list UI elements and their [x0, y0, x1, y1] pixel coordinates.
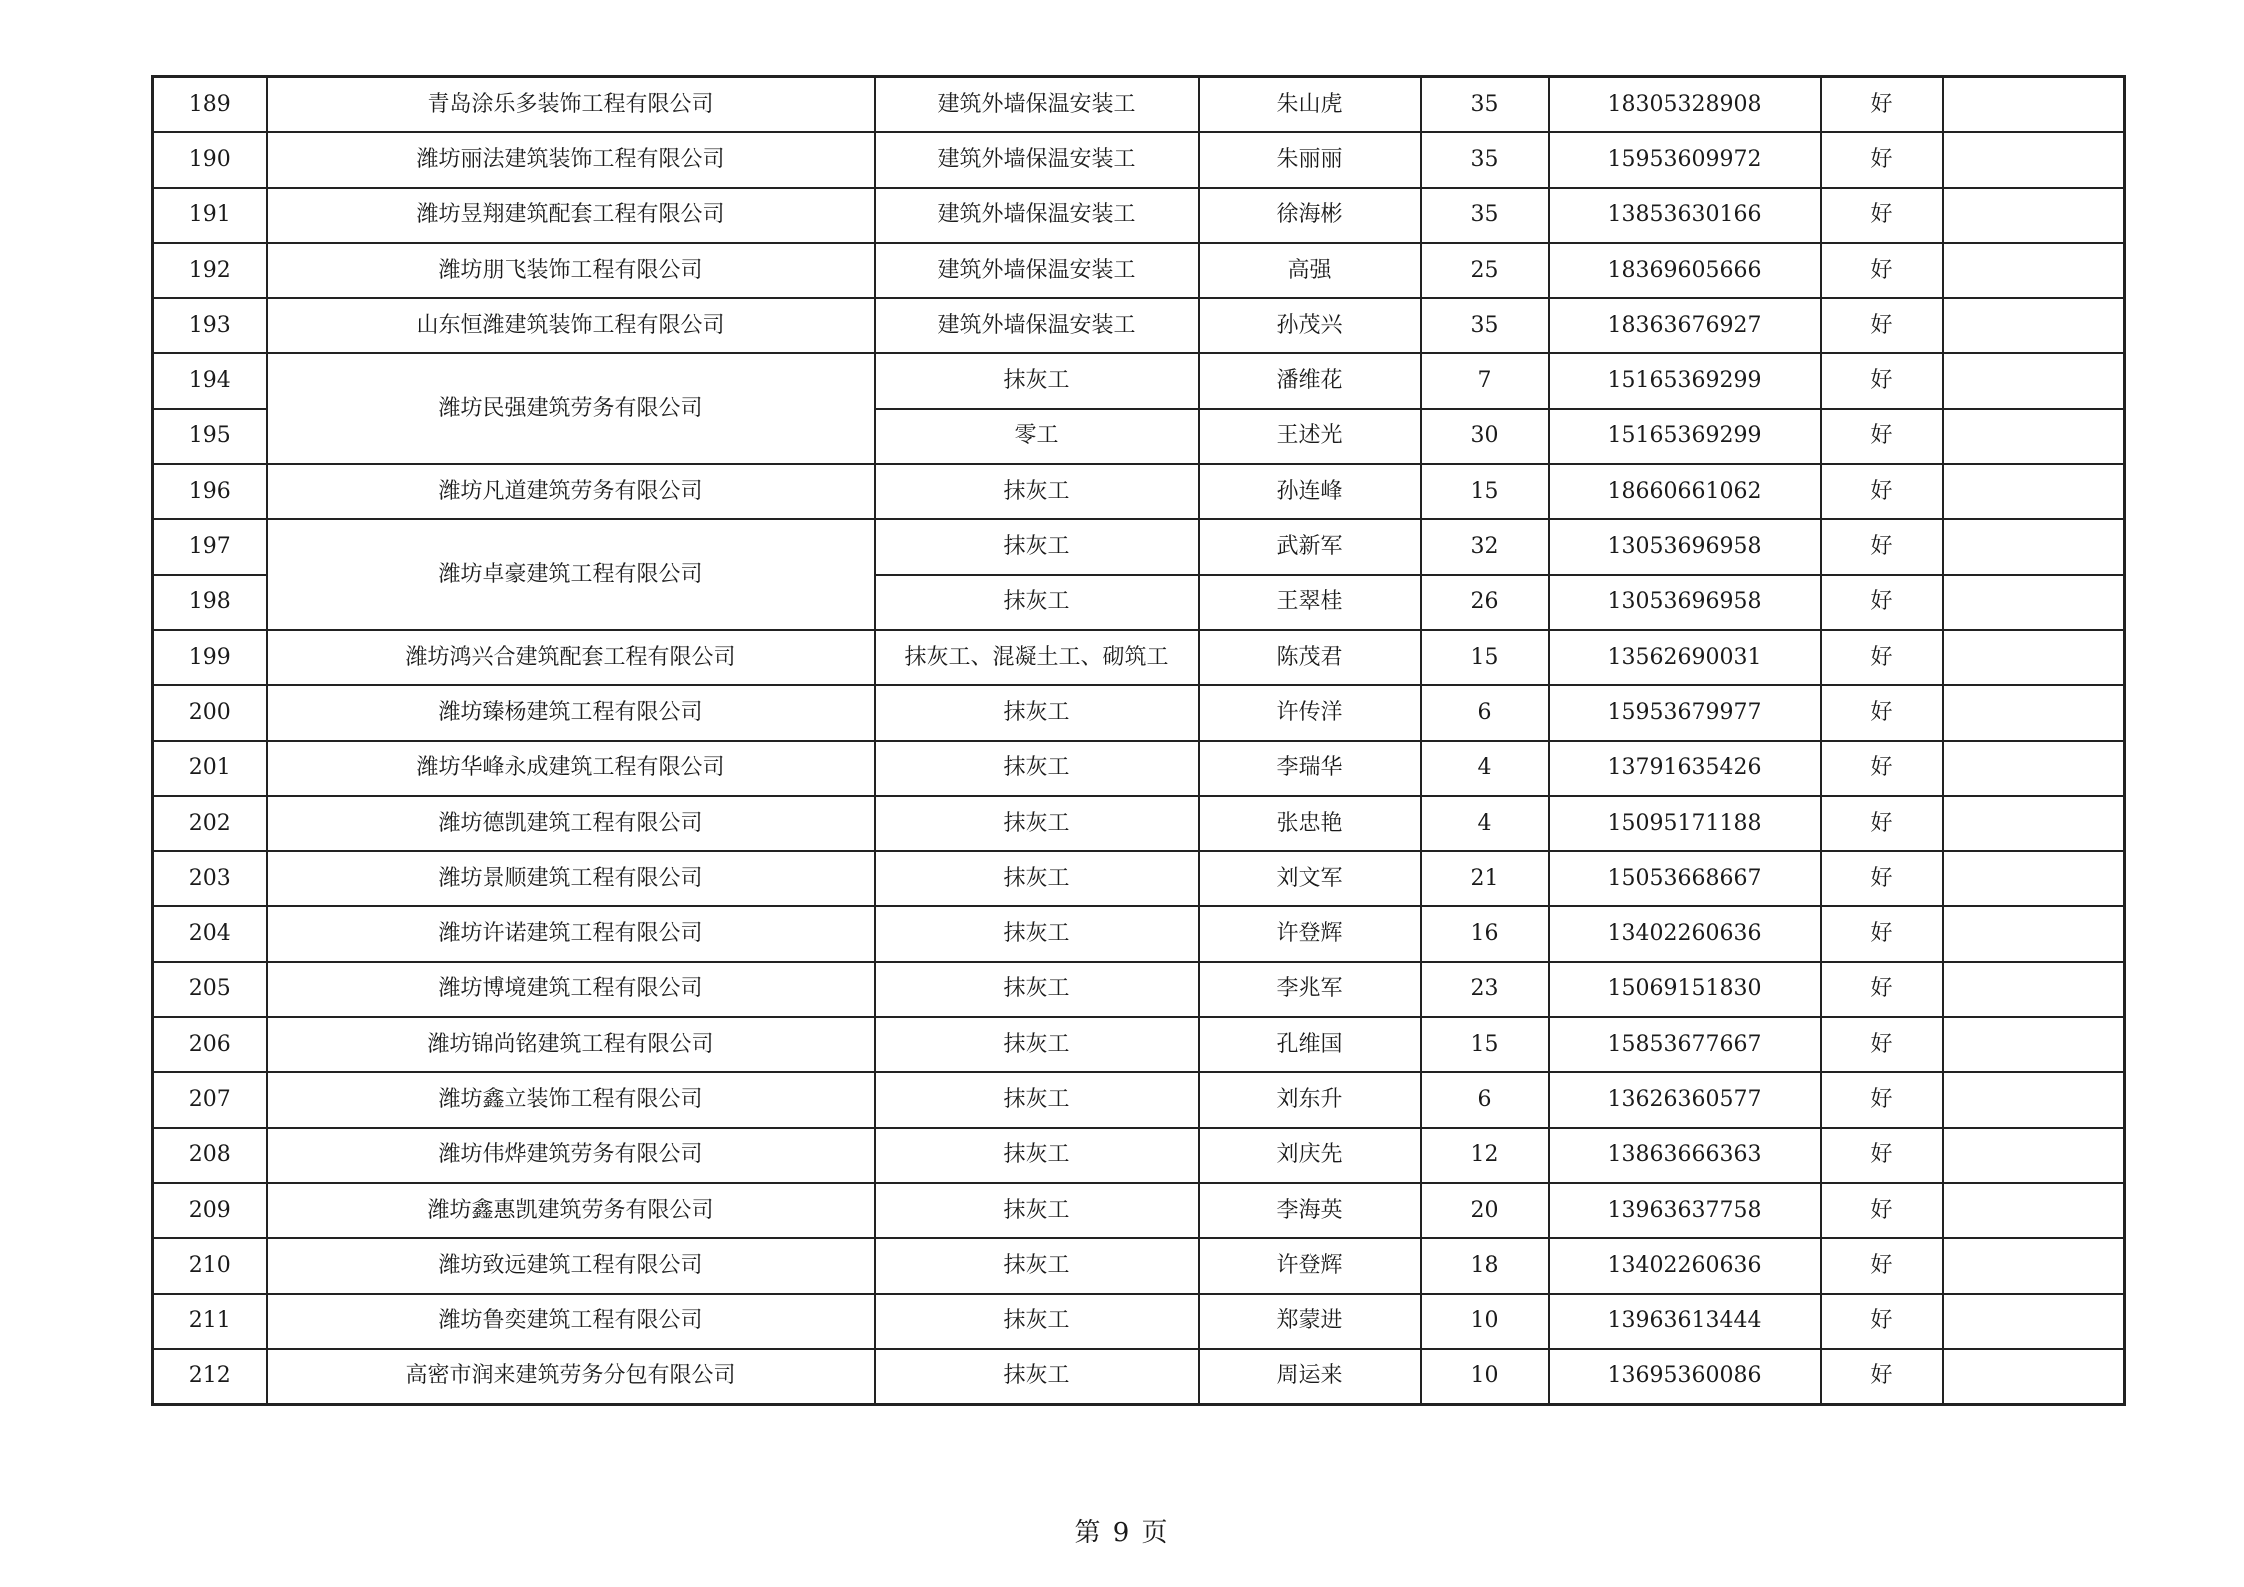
trade-type-cell: 抹灰工	[875, 906, 1199, 961]
table-row	[153, 1349, 2125, 1405]
rating-cell: 好	[1821, 851, 1943, 906]
company-name-cell: 潍坊昱翔建筑配套工程有限公司	[267, 188, 875, 243]
remark-cell	[1943, 962, 2125, 1017]
remark-cell	[1943, 906, 2125, 961]
table-row	[153, 1017, 2125, 1072]
table-row	[153, 298, 2125, 353]
worker-count-cell: 4	[1421, 796, 1549, 851]
contact-name-cell: 许登辉	[1199, 1238, 1421, 1293]
contact-name-cell: 郑蒙进	[1199, 1294, 1421, 1349]
trade-type-cell: 抹灰工	[875, 464, 1199, 519]
rating-cell: 好	[1821, 77, 1943, 133]
row-number-cell: 200	[153, 685, 267, 740]
row-number-cell: 192	[153, 243, 267, 298]
worker-count-cell: 15	[1421, 1017, 1549, 1072]
phone-number-cell: 13695360086	[1549, 1349, 1821, 1405]
rating-cell: 好	[1821, 1072, 1943, 1127]
rating-cell: 好	[1821, 132, 1943, 187]
company-name-cell: 山东恒潍建筑装饰工程有限公司	[267, 298, 875, 353]
trade-type-cell: 抹灰工	[875, 851, 1199, 906]
worker-count-cell: 35	[1421, 77, 1549, 133]
remark-cell	[1943, 353, 2125, 408]
trade-type-cell: 建筑外墙保温安装工	[875, 77, 1199, 133]
row-number-cell: 208	[153, 1128, 267, 1183]
row-number-cell: 203	[153, 851, 267, 906]
phone-number-cell: 15095171188	[1549, 796, 1821, 851]
rating-cell: 好	[1821, 519, 1943, 574]
table-row	[153, 741, 2125, 796]
row-number-cell: 211	[153, 1294, 267, 1349]
row-number-cell: 189	[153, 77, 267, 133]
table-row	[153, 851, 2125, 906]
row-number-cell: 191	[153, 188, 267, 243]
worker-count-cell: 32	[1421, 519, 1549, 574]
row-number-cell: 204	[153, 906, 267, 961]
remark-cell	[1943, 630, 2125, 685]
contact-name-cell: 李瑞华	[1199, 741, 1421, 796]
company-name-cell: 潍坊锦尚铭建筑工程有限公司	[267, 1017, 875, 1072]
company-name-cell: 潍坊景顺建筑工程有限公司	[267, 851, 875, 906]
company-name-cell: 潍坊凡道建筑劳务有限公司	[267, 464, 875, 519]
contact-name-cell: 王述光	[1199, 409, 1421, 464]
company-name-cell: 青岛涂乐多装饰工程有限公司	[267, 77, 875, 133]
worker-count-cell: 18	[1421, 1238, 1549, 1293]
rating-cell: 好	[1821, 1349, 1943, 1405]
phone-number-cell: 15165369299	[1549, 409, 1821, 464]
contact-name-cell: 孙茂兴	[1199, 298, 1421, 353]
contact-name-cell: 周运来	[1199, 1349, 1421, 1405]
remark-cell	[1943, 1017, 2125, 1072]
row-number-cell: 212	[153, 1349, 267, 1405]
remark-cell	[1943, 188, 2125, 243]
worker-count-cell: 21	[1421, 851, 1549, 906]
rating-cell: 好	[1821, 962, 1943, 1017]
roster-body	[153, 77, 2125, 1405]
remark-cell	[1943, 132, 2125, 187]
phone-number-cell: 13402260636	[1549, 1238, 1821, 1293]
trade-type-cell: 抹灰工	[875, 685, 1199, 740]
worker-count-cell: 26	[1421, 575, 1549, 630]
phone-number-cell: 13562690031	[1549, 630, 1821, 685]
phone-number-cell: 18363676927	[1549, 298, 1821, 353]
contact-name-cell: 许传洋	[1199, 685, 1421, 740]
rating-cell: 好	[1821, 796, 1943, 851]
remark-cell	[1943, 1072, 2125, 1127]
remark-cell	[1943, 1183, 2125, 1238]
rating-cell: 好	[1821, 409, 1943, 464]
company-name-cell: 潍坊丽法建筑装饰工程有限公司	[267, 132, 875, 187]
contact-name-cell: 许登辉	[1199, 906, 1421, 961]
worker-count-cell: 4	[1421, 741, 1549, 796]
phone-number-cell: 15853677667	[1549, 1017, 1821, 1072]
roster-table	[151, 75, 2126, 1406]
worker-count-cell: 10	[1421, 1349, 1549, 1405]
contact-name-cell: 朱丽丽	[1199, 132, 1421, 187]
rating-cell: 好	[1821, 575, 1943, 630]
worker-count-cell: 35	[1421, 132, 1549, 187]
remark-cell	[1943, 298, 2125, 353]
phone-number-cell: 13053696958	[1549, 575, 1821, 630]
trade-type-cell: 抹灰工	[875, 1238, 1199, 1293]
row-number-cell: 197	[153, 519, 267, 574]
company-name-cell: 潍坊鸿兴合建筑配套工程有限公司	[267, 630, 875, 685]
contact-name-cell: 徐海彬	[1199, 188, 1421, 243]
table-row	[153, 77, 2125, 133]
worker-count-cell: 20	[1421, 1183, 1549, 1238]
phone-number-cell: 15953609972	[1549, 132, 1821, 187]
rating-cell: 好	[1821, 298, 1943, 353]
remark-cell	[1943, 77, 2125, 133]
trade-type-cell: 零工	[875, 409, 1199, 464]
row-number-cell: 194	[153, 353, 267, 408]
row-number-cell: 196	[153, 464, 267, 519]
remark-cell	[1943, 796, 2125, 851]
table-row	[153, 796, 2125, 851]
worker-count-cell: 15	[1421, 464, 1549, 519]
table-row	[153, 519, 2125, 574]
contact-name-cell: 张忠艳	[1199, 796, 1421, 851]
row-number-cell: 190	[153, 132, 267, 187]
remark-cell	[1943, 851, 2125, 906]
phone-number-cell: 13963637758	[1549, 1183, 1821, 1238]
company-name-cell: 潍坊致远建筑工程有限公司	[267, 1238, 875, 1293]
company-name-cell: 潍坊博境建筑工程有限公司	[267, 962, 875, 1017]
rating-cell: 好	[1821, 464, 1943, 519]
trade-type-cell: 建筑外墙保温安装工	[875, 188, 1199, 243]
table-row	[153, 464, 2125, 519]
trade-type-cell: 抹灰工	[875, 1294, 1199, 1349]
table-row	[153, 685, 2125, 740]
page-footer	[0, 1512, 2244, 1549]
contact-name-cell: 刘东升	[1199, 1072, 1421, 1127]
phone-number-cell: 13963613444	[1549, 1294, 1821, 1349]
company-name-cell: 潍坊朋飞装饰工程有限公司	[267, 243, 875, 298]
worker-count-cell: 16	[1421, 906, 1549, 961]
footer-suffix: 页	[1141, 1518, 1170, 1548]
table-row	[153, 906, 2125, 961]
table-row	[153, 1294, 2125, 1349]
remark-cell	[1943, 685, 2125, 740]
trade-type-cell: 抹灰工	[875, 1072, 1199, 1127]
trade-type-cell: 建筑外墙保温安装工	[875, 132, 1199, 187]
table-row	[153, 1238, 2125, 1293]
trade-type-cell: 抹灰工	[875, 353, 1199, 408]
row-number-cell: 207	[153, 1072, 267, 1127]
trade-type-cell: 抹灰工	[875, 796, 1199, 851]
trade-type-cell: 建筑外墙保温安装工	[875, 243, 1199, 298]
company-name-cell: 潍坊鑫惠凯建筑劳务有限公司	[267, 1183, 875, 1238]
company-name-cell: 潍坊卓豪建筑工程有限公司	[267, 519, 875, 630]
worker-count-cell: 23	[1421, 962, 1549, 1017]
phone-number-cell: 13626360577	[1549, 1072, 1821, 1127]
phone-number-cell: 15053668667	[1549, 851, 1821, 906]
rating-cell: 好	[1821, 1017, 1943, 1072]
rating-cell: 好	[1821, 1128, 1943, 1183]
remark-cell	[1943, 1128, 2125, 1183]
phone-number-cell: 15953679977	[1549, 685, 1821, 740]
trade-type-cell: 抹灰工	[875, 519, 1199, 574]
phone-number-cell: 13402260636	[1549, 906, 1821, 961]
remark-cell	[1943, 519, 2125, 574]
worker-count-cell: 25	[1421, 243, 1549, 298]
contact-name-cell: 朱山虎	[1199, 77, 1421, 133]
table-row	[153, 132, 2125, 187]
worker-count-cell: 6	[1421, 685, 1549, 740]
page-number: 9	[1112, 1518, 1132, 1548]
company-name-cell: 潍坊伟烨建筑劳务有限公司	[267, 1128, 875, 1183]
table-row	[153, 1183, 2125, 1238]
remark-cell	[1943, 464, 2125, 519]
table-row	[153, 188, 2125, 243]
phone-number-cell: 15069151830	[1549, 962, 1821, 1017]
row-number-cell: 198	[153, 575, 267, 630]
remark-cell	[1943, 1349, 2125, 1405]
phone-number-cell: 13053696958	[1549, 519, 1821, 574]
company-name-cell: 潍坊鲁奕建筑工程有限公司	[267, 1294, 875, 1349]
contact-name-cell: 潘维花	[1199, 353, 1421, 408]
rating-cell: 好	[1821, 906, 1943, 961]
row-number-cell: 195	[153, 409, 267, 464]
phone-number-cell: 18660661062	[1549, 464, 1821, 519]
contact-name-cell: 王翠桂	[1199, 575, 1421, 630]
phone-number-cell: 15165369299	[1549, 353, 1821, 408]
footer-prefix: 第	[1074, 1518, 1103, 1548]
worker-count-cell: 12	[1421, 1128, 1549, 1183]
remark-cell	[1943, 741, 2125, 796]
trade-type-cell: 抹灰工、混凝土工、砌筑工	[875, 630, 1199, 685]
contact-name-cell: 孔维国	[1199, 1017, 1421, 1072]
worker-count-cell: 35	[1421, 298, 1549, 353]
company-name-cell: 潍坊华峰永成建筑工程有限公司	[267, 741, 875, 796]
roster-sheet	[151, 75, 2123, 1406]
remark-cell	[1943, 243, 2125, 298]
table-row	[153, 1128, 2125, 1183]
contact-name-cell: 刘庆先	[1199, 1128, 1421, 1183]
table-row	[153, 630, 2125, 685]
row-number-cell: 202	[153, 796, 267, 851]
phone-number-cell: 18369605666	[1549, 243, 1821, 298]
contact-name-cell: 陈茂君	[1199, 630, 1421, 685]
rating-cell: 好	[1821, 243, 1943, 298]
row-number-cell: 209	[153, 1183, 267, 1238]
company-name-cell: 高密市润来建筑劳务分包有限公司	[267, 1349, 875, 1405]
trade-type-cell: 抹灰工	[875, 741, 1199, 796]
remark-cell	[1943, 1294, 2125, 1349]
rating-cell: 好	[1821, 741, 1943, 796]
table-row	[153, 353, 2125, 408]
rating-cell: 好	[1821, 685, 1943, 740]
row-number-cell: 199	[153, 630, 267, 685]
trade-type-cell: 抹灰工	[875, 1349, 1199, 1405]
trade-type-cell: 抹灰工	[875, 1017, 1199, 1072]
worker-count-cell: 35	[1421, 188, 1549, 243]
row-number-cell: 205	[153, 962, 267, 1017]
rating-cell: 好	[1821, 353, 1943, 408]
trade-type-cell: 抹灰工	[875, 575, 1199, 630]
contact-name-cell: 李兆军	[1199, 962, 1421, 1017]
company-name-cell: 潍坊臻杨建筑工程有限公司	[267, 685, 875, 740]
contact-name-cell: 孙连峰	[1199, 464, 1421, 519]
remark-cell	[1943, 1238, 2125, 1293]
phone-number-cell: 13791635426	[1549, 741, 1821, 796]
row-number-cell: 193	[153, 298, 267, 353]
trade-type-cell: 抹灰工	[875, 1183, 1199, 1238]
remark-cell	[1943, 575, 2125, 630]
trade-type-cell: 抹灰工	[875, 962, 1199, 1017]
trade-type-cell: 抹灰工	[875, 1128, 1199, 1183]
trade-type-cell: 建筑外墙保温安装工	[875, 298, 1199, 353]
table-row	[153, 1072, 2125, 1127]
contact-name-cell: 李海英	[1199, 1183, 1421, 1238]
phone-number-cell: 13853630166	[1549, 188, 1821, 243]
phone-number-cell: 18305328908	[1549, 77, 1821, 133]
rating-cell: 好	[1821, 1294, 1943, 1349]
table-row	[153, 962, 2125, 1017]
contact-name-cell: 刘文军	[1199, 851, 1421, 906]
company-name-cell: 潍坊许诺建筑工程有限公司	[267, 906, 875, 961]
rating-cell: 好	[1821, 188, 1943, 243]
company-name-cell: 潍坊民强建筑劳务有限公司	[267, 353, 875, 464]
worker-count-cell: 10	[1421, 1294, 1549, 1349]
row-number-cell: 210	[153, 1238, 267, 1293]
rating-cell: 好	[1821, 630, 1943, 685]
row-number-cell: 206	[153, 1017, 267, 1072]
rating-cell: 好	[1821, 1183, 1943, 1238]
row-number-cell: 201	[153, 741, 267, 796]
table-row	[153, 243, 2125, 298]
worker-count-cell: 6	[1421, 1072, 1549, 1127]
contact-name-cell: 武新军	[1199, 519, 1421, 574]
remark-cell	[1943, 409, 2125, 464]
worker-count-cell: 30	[1421, 409, 1549, 464]
company-name-cell: 潍坊鑫立装饰工程有限公司	[267, 1072, 875, 1127]
phone-number-cell: 13863666363	[1549, 1128, 1821, 1183]
rating-cell: 好	[1821, 1238, 1943, 1293]
worker-count-cell: 15	[1421, 630, 1549, 685]
contact-name-cell: 高强	[1199, 243, 1421, 298]
company-name-cell: 潍坊德凯建筑工程有限公司	[267, 796, 875, 851]
worker-count-cell: 7	[1421, 353, 1549, 408]
